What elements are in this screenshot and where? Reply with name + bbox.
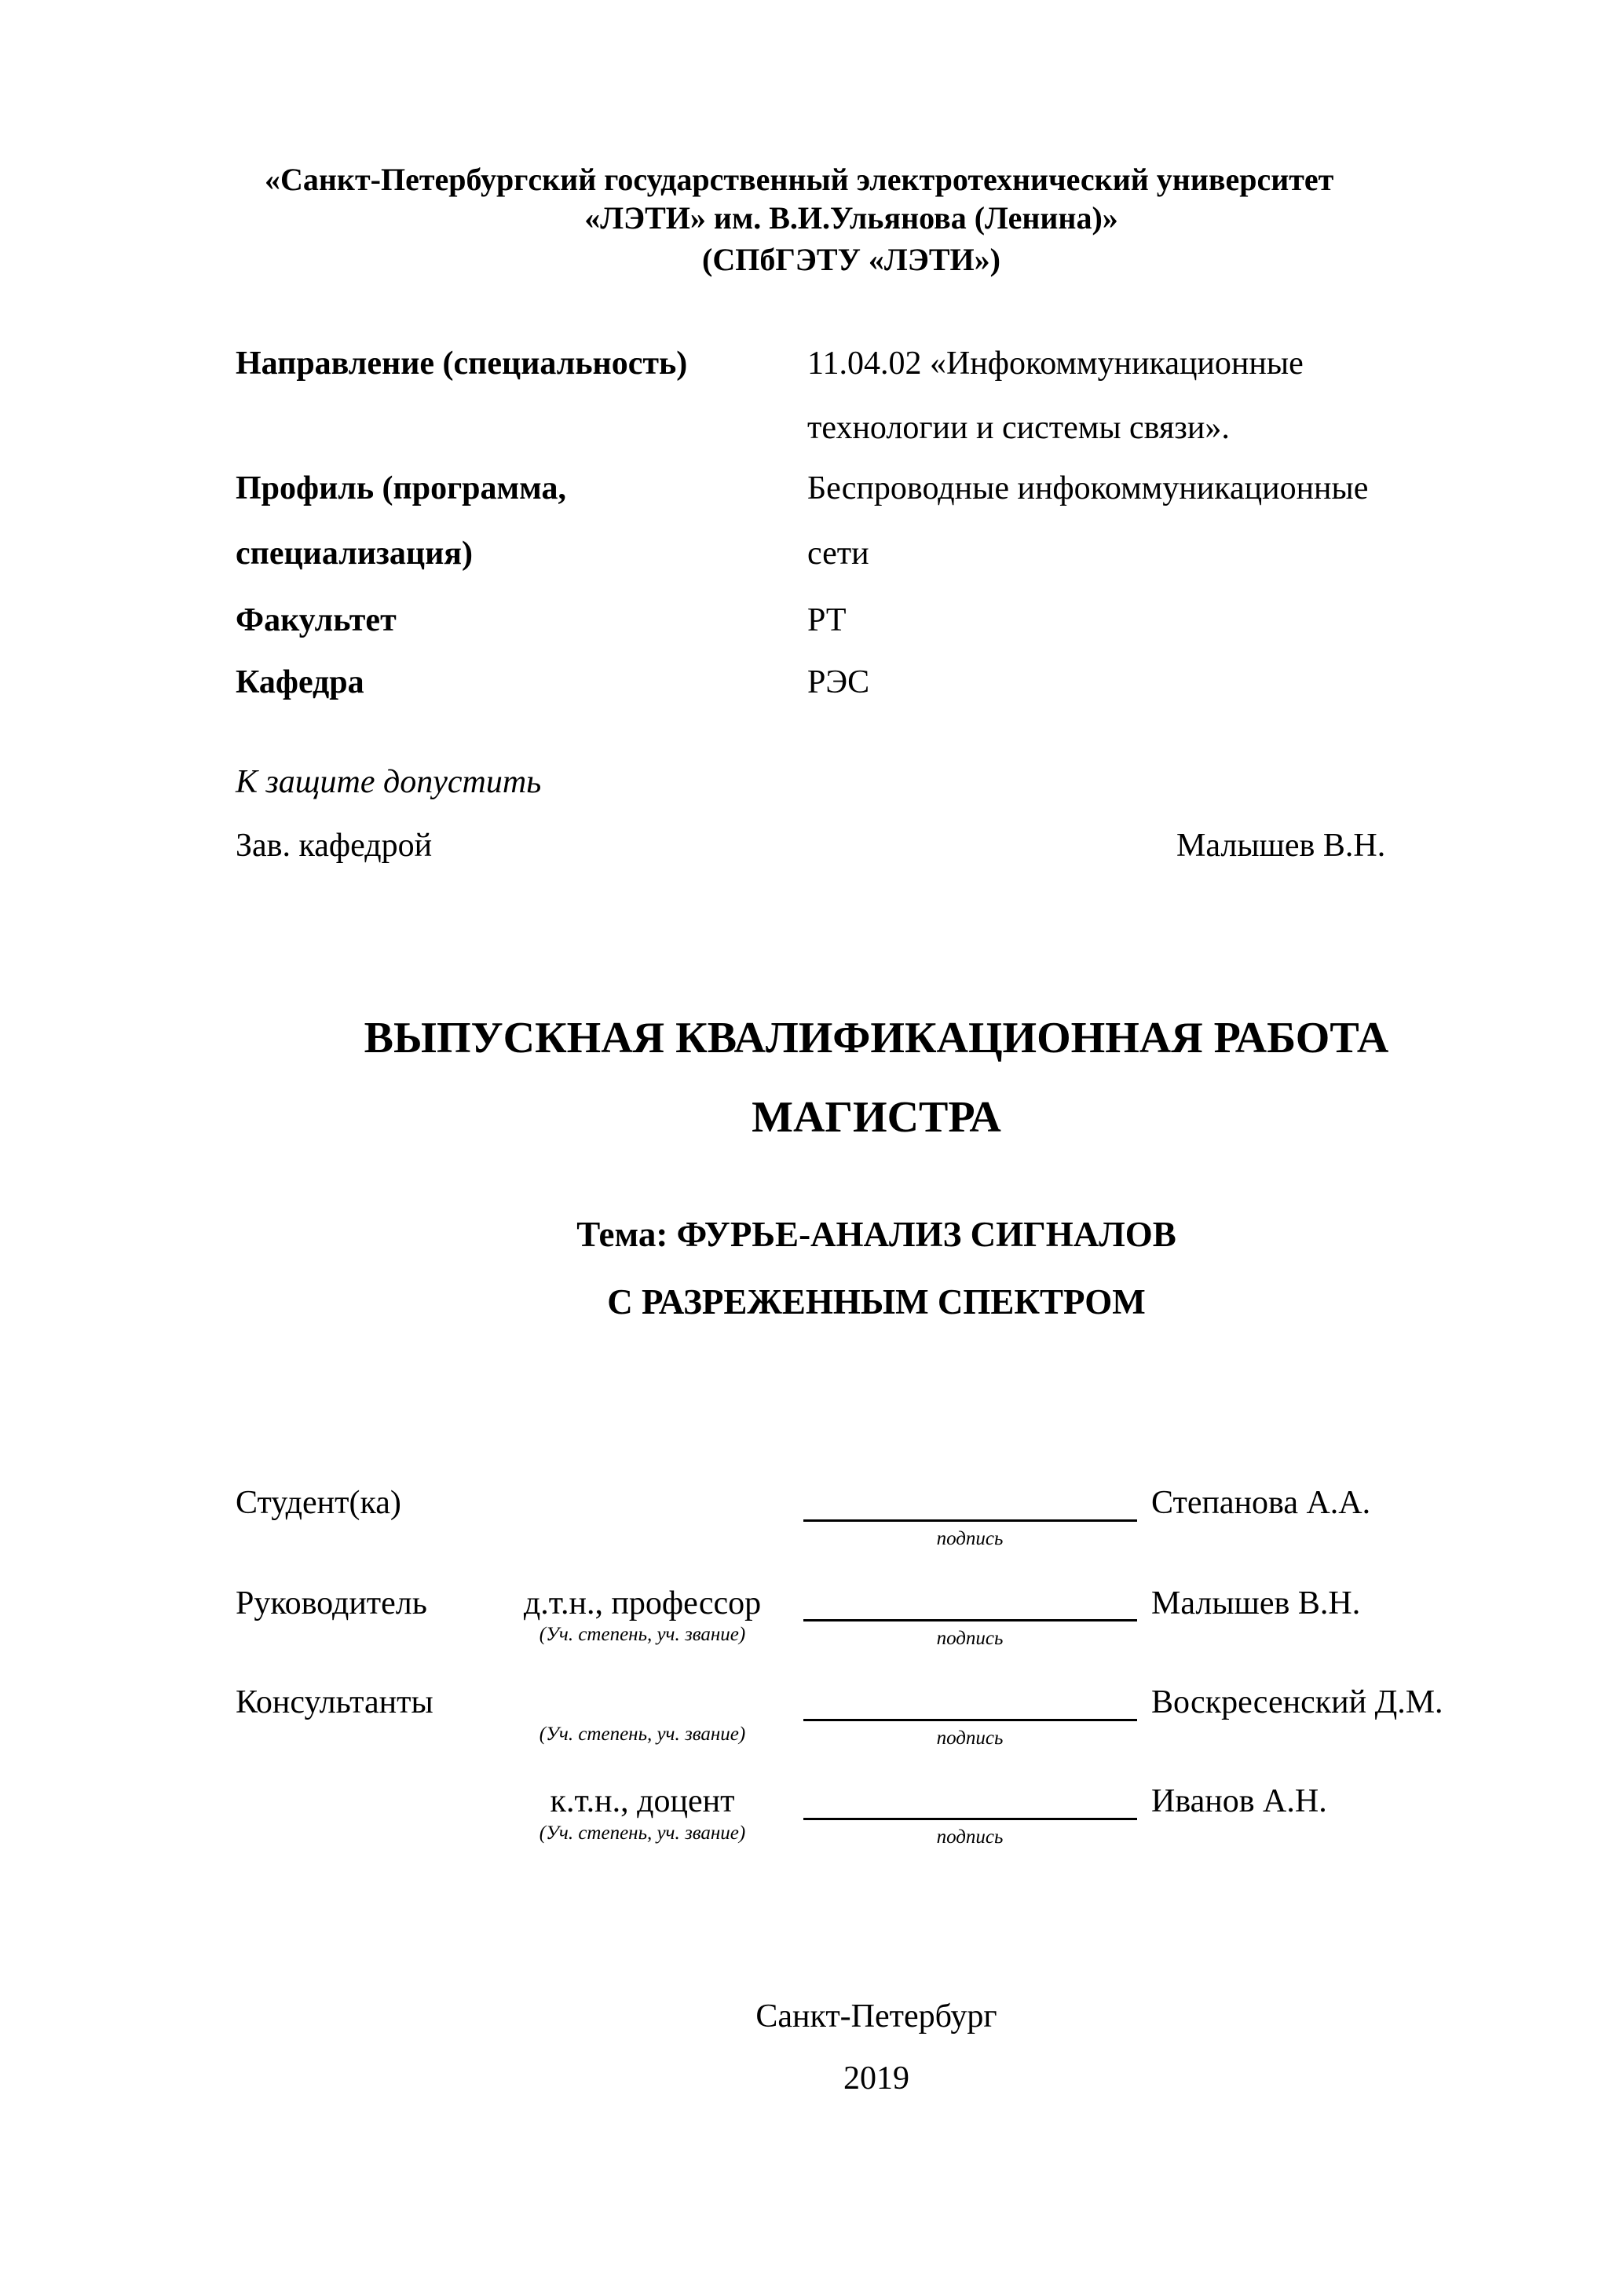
department-value: РЭС [807,664,870,700]
head-of-department-name: Малышев В.Н. [1176,828,1386,864]
thesis-topic-line-1: Тема: ФУРЬЕ-АНАЛИЗ СИГНАЛОВ [576,1215,1176,1254]
signature-hint: подпись [936,1528,1004,1549]
supervisor-signature-line [803,1619,1137,1621]
head-of-department-label: Зав. кафедрой [236,828,433,864]
direction-value-1: 11.04.02 «Инфокоммуникационные [807,345,1304,382]
consultant1-signature-line [803,1719,1137,1721]
consultants-label: Консультанты [236,1684,433,1720]
thesis-title-line-2: МАГИСТРА [752,1093,1001,1142]
thesis-topic-line-2: С РАЗРЕЖЕННЫМ СПЕКТРОМ [607,1282,1146,1322]
degree-hint: (Уч. степень, уч. звание) [539,1624,746,1645]
signature-hint: подпись [936,1628,1004,1649]
signature-hint: подпись [936,1727,1004,1749]
year: 2019 [843,2060,909,2097]
faculty-value: РТ [807,602,847,638]
faculty-label: Факультет [236,602,397,638]
consultant2-signature-line [803,1818,1137,1820]
degree-hint: (Уч. степень, уч. звание) [539,1823,746,1844]
profile-value-1: Беспроводные инфокоммуникационные [807,470,1369,506]
student-label: Студент(ка) [236,1485,401,1521]
consultant1-name: Воскресенский Д.М. [1151,1684,1443,1720]
admit-to-defense: К защите допустить [236,764,542,800]
profile-label-1: Профиль (программа, [236,470,566,506]
student-name: Степанова А.А. [1151,1485,1371,1521]
university-abbreviation: (СПбГЭТУ «ЛЭТИ») [702,242,1000,277]
university-name-line-1: «Санкт-Петербургский государственный электротехнический университет [265,162,1334,197]
student-signature-line [803,1519,1137,1522]
profile-label-2: специализация) [236,536,473,572]
signature-hint: подпись [936,1826,1004,1848]
degree-hint: (Уч. степень, уч. звание) [539,1724,746,1745]
city: Санкт-Петербург [755,1998,997,2035]
university-name-line-2: «ЛЭТИ» им. В.И.Ульянова (Ленина)» [584,200,1118,236]
supervisor-degree: д.т.н., профессор [523,1585,762,1621]
supervisor-name: Малышев В.Н. [1151,1585,1361,1621]
consultant2-name: Иванов А.Н. [1151,1783,1327,1819]
direction-label: Направление (специальность) [236,345,688,382]
supervisor-label: Руководитель [236,1585,427,1621]
thesis-title-line-1: ВЫПУСКНАЯ КВАЛИФИКАЦИОННАЯ РАБОТА [364,1014,1389,1062]
direction-value-2: технологии и системы связи». [807,410,1230,446]
department-label: Кафедра [236,664,364,700]
profile-value-2: сети [807,536,869,572]
consultant2-degree: к.т.н., доцент [550,1783,735,1819]
